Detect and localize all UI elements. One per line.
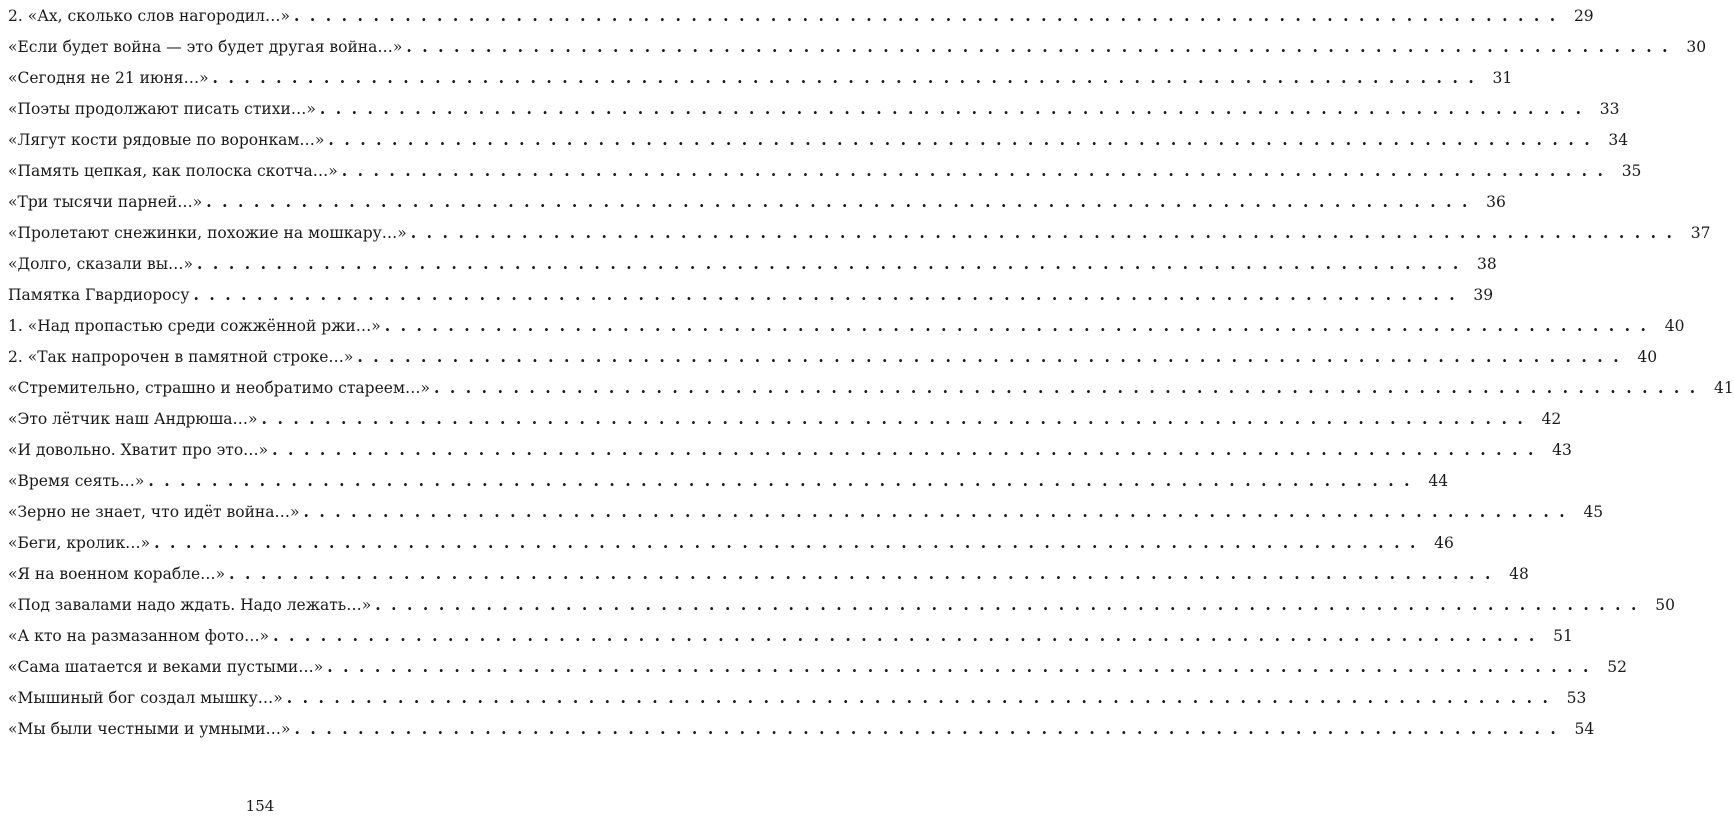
toc-entry-page: 45: [1583, 502, 1604, 521]
toc-entry: [8, 248, 1497, 279]
toc-entry-page: 48: [1509, 564, 1529, 583]
toc-entry-title: «Три тысячи парней…»: [8, 192, 203, 211]
dot-leader: ................................................................................: [286, 687, 1559, 707]
toc-entry-title: 2. «Так напророчен в памятной строке…»: [8, 347, 354, 366]
toc-entry-page: 44: [1428, 471, 1449, 490]
dot-leader: ................................................................................: [303, 501, 1576, 521]
dot-leader: ................................................................................: [273, 625, 1545, 645]
toc-entry-page: 53: [1566, 688, 1587, 707]
toc-entry-title: «А кто на размазанном фото…»: [8, 626, 270, 645]
toc-entry: [8, 217, 1711, 248]
table-of-contents: [8, 0, 1734, 744]
toc-entry-title: «Я на военном корабле…»: [8, 564, 226, 583]
toc-entry-title: «Лягут кости рядовые по воронкам…»: [8, 130, 325, 149]
toc-entry-title: «Время сеять…»: [8, 471, 145, 490]
dot-leader: ................................................................................: [293, 5, 1566, 25]
toc-entry-title: «Беги, кролик…»: [8, 533, 151, 552]
toc-entry-title: 2. «Ах, сколько слов нагородил…»: [8, 6, 290, 25]
dot-leader: ................................................................................: [197, 253, 1469, 273]
dot-leader: ................................................................................: [341, 160, 1614, 180]
dot-leader: ................................................................................: [261, 408, 1534, 428]
toc-entry-title: «Мышиный бог создал мышку…»: [8, 688, 283, 707]
toc-entry-title: «Зерно не знает, что идёт война…»: [8, 502, 300, 521]
toc-entry-page: 37: [1690, 223, 1711, 242]
toc-entry-page: 41: [1713, 378, 1734, 397]
toc-entry: [8, 620, 1573, 651]
toc-entry: [8, 496, 1604, 527]
toc-entry: [8, 465, 1449, 496]
toc-entry-title: Памятка Гвардиоросу: [8, 285, 190, 304]
toc-entry-page: 52: [1607, 657, 1627, 676]
toc-entry: [8, 403, 1562, 434]
toc-entry-page: 50: [1655, 595, 1675, 614]
page-number: 154: [245, 797, 275, 815]
toc-entry: [8, 310, 1685, 341]
toc-entry: [8, 279, 1494, 310]
toc-entry: [8, 682, 1587, 713]
toc-entry-page: 40: [1664, 316, 1685, 335]
dot-leader: ................................................................................: [193, 284, 1466, 304]
toc-entry-page: 51: [1553, 626, 1573, 645]
toc-entry-title: 1. «Над пропастью среди сожжённой ржи…»: [8, 316, 381, 335]
toc-entry-title: «Мы были честными и умными…»: [8, 719, 291, 738]
toc-entry-title: «Это лётчик наш Андрюша…»: [8, 409, 258, 428]
dot-leader: ................................................................................: [327, 656, 1599, 676]
toc-entry-title: «Поэты продолжают писать стихи…»: [8, 99, 316, 118]
dot-leader: ................................................................................: [357, 346, 1630, 366]
toc-entry-page: 29: [1573, 6, 1594, 25]
dot-leader: ................................................................................: [206, 191, 1478, 211]
dot-leader: ................................................................................: [294, 718, 1567, 738]
toc-entry: [8, 558, 1529, 589]
dot-leader: ................................................................................: [212, 67, 1485, 87]
toc-entry-page: 42: [1541, 409, 1562, 428]
dot-leader: ................................................................................: [154, 532, 1426, 552]
toc-entry-page: 31: [1492, 68, 1513, 87]
toc-entry-title: «Стремительно, страшно и необратимо стареем…»: [8, 378, 430, 397]
dot-leader: ................................................................................: [375, 594, 1647, 614]
toc-entry: [8, 0, 1594, 31]
toc-entry: [8, 527, 1454, 558]
toc-entry-page: 30: [1686, 37, 1707, 56]
toc-entry: [8, 93, 1620, 124]
dot-leader: ................................................................................: [406, 36, 1679, 56]
toc-entry-page: 46: [1434, 533, 1454, 552]
toc-entry: [8, 62, 1513, 93]
toc-entry-title: «Долго, сказали вы…»: [8, 254, 194, 273]
toc-entry: [8, 713, 1595, 744]
toc-entry: [8, 186, 1506, 217]
dot-leader: ................................................................................: [229, 563, 1501, 583]
dot-leader: ................................................................................: [272, 439, 1544, 459]
toc-entry: [8, 589, 1675, 620]
toc-entry-title: «Пролетают снежинки, похожие на мошкару…»: [8, 223, 407, 242]
toc-entry-page: 38: [1477, 254, 1497, 273]
toc-entry-page: 43: [1552, 440, 1572, 459]
dot-leader: ................................................................................: [148, 470, 1421, 490]
toc-entry-title: «Память цепкая, как полоска скотча…»: [8, 161, 338, 180]
toc-entry: [8, 155, 1642, 186]
toc-entry-title: «Сегодня не 21 июня…»: [8, 68, 209, 87]
toc-entry-page: 54: [1574, 719, 1595, 738]
toc-entry-page: 36: [1486, 192, 1506, 211]
toc-entry-page: 34: [1608, 130, 1629, 149]
toc-entry-title: «И довольно. Хватит про это…»: [8, 440, 269, 459]
toc-entry-page: 35: [1621, 161, 1642, 180]
toc-entry: [8, 434, 1572, 465]
toc-entry-title: «Сама шатается и веками пустыми…»: [8, 657, 324, 676]
toc-entry-page: 40: [1637, 347, 1658, 366]
dot-leader: ................................................................................: [410, 222, 1683, 242]
toc-entry-page: 33: [1599, 99, 1620, 118]
toc-entry: [8, 651, 1627, 682]
toc-entry-page: 39: [1473, 285, 1494, 304]
toc-entry: [8, 341, 1658, 372]
toc-entry-title: «Если будет война — это будет другая война…»: [8, 37, 403, 56]
toc-entry-title: «Под завалами надо ждать. Надо лежать…»: [8, 595, 372, 614]
dot-leader: ................................................................................: [384, 315, 1657, 335]
dot-leader: ................................................................................: [328, 129, 1601, 149]
toc-entry: [8, 372, 1734, 403]
dot-leader: ................................................................................: [433, 377, 1706, 397]
dot-leader: ................................................................................: [319, 98, 1592, 118]
toc-entry: [8, 124, 1629, 155]
toc-entry: [8, 31, 1707, 62]
